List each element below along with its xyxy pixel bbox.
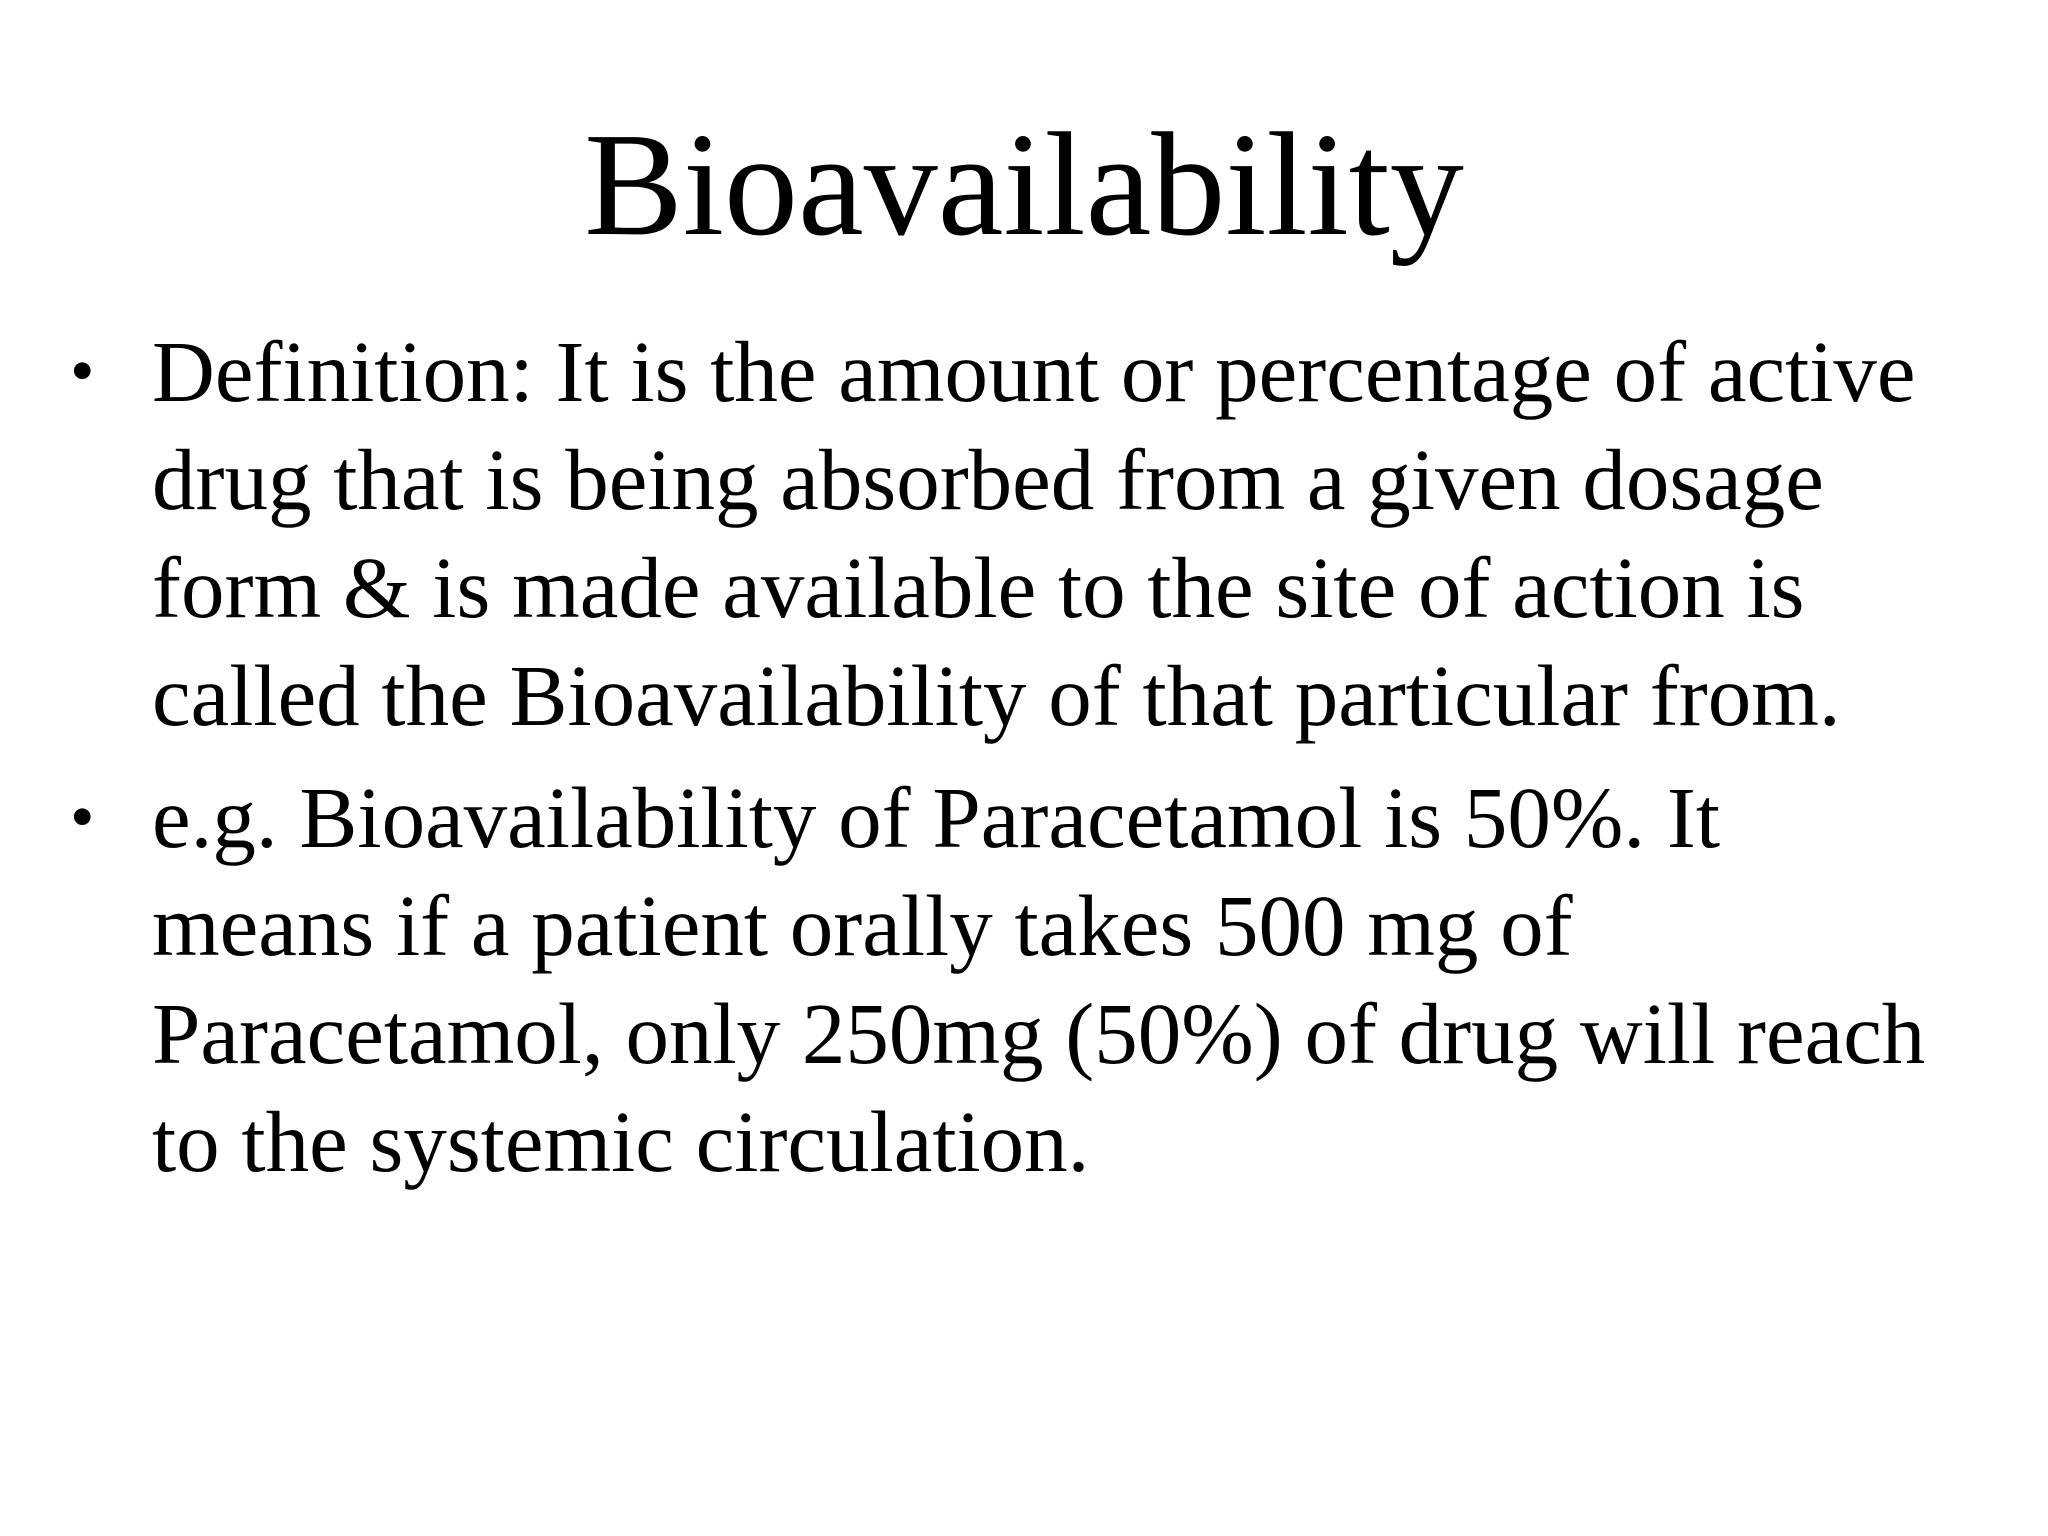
bullet-item-definition xyxy=(60,318,2000,750)
bullet-text-example: e.g. Bioavailability of Paracetamol is 50%. It means if a patient orally takes 500 mg of Paracetamol, only 250mg (50%) of drug will reach to the systemic circulation. xyxy=(152,769,1926,1190)
bullet-item-example xyxy=(60,764,2000,1196)
slide-title: Bioavailability xyxy=(584,103,1464,267)
bullet-list xyxy=(60,318,2000,1196)
bullet-icon: • xyxy=(70,779,95,856)
bullet-icon: • xyxy=(70,333,95,410)
bullet-text-definition: Definition: It is the amount or percentage of active drug that is being absorbed from a given dosage form & is made available to the site of action is called the Bioavailability of that particular from. xyxy=(152,323,1916,744)
